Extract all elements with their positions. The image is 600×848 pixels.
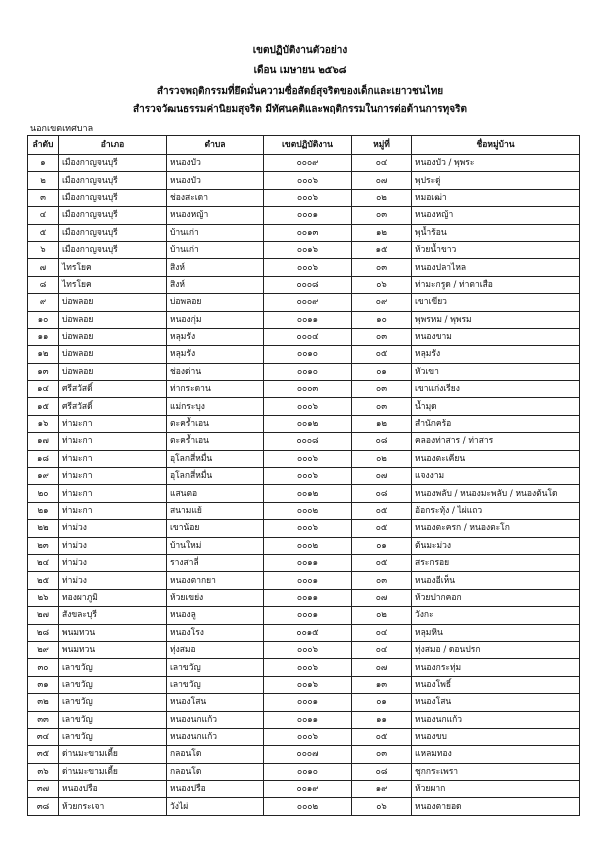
village-name-cell: อ้อกระทุ้ง / ไผ่แถว [412,502,580,519]
district-cell: เมืองกาญจนบุรี [59,207,167,224]
area-code-cell: ๐๐๐๖ [264,189,352,206]
moo-cell: ๐๒ [352,450,412,467]
order-cell: ๒ [28,172,59,189]
table-row [28,276,580,293]
moo-cell: ๐๗ [352,659,412,676]
subdistrict-cell: หนองโรง [167,624,264,641]
moo-cell: ๐๘ [352,485,412,502]
village-name-cell: หนองบัว / พุพระ [412,155,580,172]
village-name-cell: หนองปลาไหล [412,259,580,276]
area-code-cell: ๐๐๐๖ [264,172,352,189]
table-row [28,781,580,798]
moo-cell: ๑๐ [352,311,412,328]
district-cell: ท่าม่วง [59,554,167,571]
subdistrict-cell: อุโลกสี่หมื่น [167,468,264,485]
order-cell: ๑๕ [28,398,59,415]
moo-cell: ๐๓ [352,259,412,276]
moo-cell: ๐๓ [352,381,412,398]
area-code-cell: ๐๐๐๘ [264,433,352,450]
order-cell: ๒๔ [28,554,59,571]
village-name-cell: พุประดู่ [412,172,580,189]
village-name-cell: หนองโพธิ์ [412,676,580,693]
moo-cell: ๐๓ [352,746,412,763]
village-name-cell: วังกะ [412,607,580,624]
village-name-cell: ต้นมะม่วง [412,537,580,554]
order-cell: ๓๘ [28,798,59,815]
subdistrict-cell: หนองโสน [167,694,264,711]
village-name-cell: ชุกกระเพรา [412,763,580,780]
area-code-cell: ๐๐๐๒ [264,537,352,554]
moo-cell: ๑๓ [352,676,412,693]
moo-cell: ๐๕ [352,502,412,519]
table-row [28,468,580,485]
order-cell: ๒๙ [28,641,59,658]
subdistrict-cell: บ้านเก่า [167,224,264,241]
subdistrict-cell: หนองลู [167,607,264,624]
subdistrict-cell: อุโลกสี่หมื่น [167,450,264,467]
subdistrict-cell: หนองกุ่ม [167,311,264,328]
district-cell: หนองปรือ [59,781,167,798]
moo-cell: ๐๓ [352,572,412,589]
district-cell: ท่าม่วง [59,537,167,554]
table-body [28,155,580,816]
district-cell: ท่าม่วง [59,520,167,537]
district-cell: ท่ามะกา [59,485,167,502]
order-cell: ๑ [28,155,59,172]
order-cell: ๑๙ [28,468,59,485]
table-row [28,328,580,345]
order-cell: ๙ [28,294,59,311]
area-code-cell: ๐๐๑๒ [264,415,352,432]
moo-cell: ๐๔ [352,624,412,641]
moo-cell: ๐๑ [352,363,412,380]
table-row [28,172,580,189]
order-cell: ๓๗ [28,781,59,798]
area-code-cell: ๐๐๐๗ [264,746,352,763]
village-name-cell: หนองตะครก / หนองตะโก [412,520,580,537]
order-cell: ๓๒ [28,694,59,711]
table-row [28,520,580,537]
order-cell: ๑๒ [28,346,59,363]
moo-cell: ๑๕ [352,241,412,258]
table-row [28,624,580,641]
district-cell: ห้วยกระเจา [59,798,167,815]
table-row [28,381,580,398]
area-code-cell: ๐๐๐๖ [264,659,352,676]
subdistrict-cell: บ่อพลอย [167,294,264,311]
table-row [28,746,580,763]
order-cell: ๑๐ [28,311,59,328]
district-cell: พนมทวน [59,624,167,641]
area-code-cell: ๐๐๑๓ [264,224,352,241]
order-cell: ๒๘ [28,624,59,641]
order-cell: ๓๓ [28,711,59,728]
area-code-cell: ๐๐๐๓ [264,381,352,398]
moo-cell: ๐๕ [352,554,412,571]
village-name-cell: ห้วยผาก [412,781,580,798]
order-cell: ๒๒ [28,520,59,537]
village-name-cell: สำนักคร้อ [412,415,580,432]
district-cell: ท่าม่วง [59,572,167,589]
district-cell: เลาขวัญ [59,728,167,745]
area-code-cell: ๐๐๑๕ [264,624,352,641]
village-name-cell: หนองตะเคียน [412,450,580,467]
subdistrict-cell: สนามแย้ [167,502,264,519]
table-row [28,363,580,380]
subdistrict-cell: แม่กระบุง [167,398,264,415]
subdistrict-cell: บ้านใหม่ [167,537,264,554]
moo-cell: ๐๘ [352,763,412,780]
moo-cell: ๐๖ [352,276,412,293]
table-row [28,346,580,363]
table-row [28,398,580,415]
table-row [28,450,580,467]
area-code-cell: ๐๐๐๖ [264,259,352,276]
order-cell: ๑๖ [28,415,59,432]
section-label: นอกเขตเทศบาล [30,124,94,134]
subdistrict-cell: ห้วยเขย่ง [167,589,264,606]
area-code-cell: ๐๐๑๑ [264,589,352,606]
moo-cell: ๐๗ [352,172,412,189]
order-cell: ๗ [28,259,59,276]
table-row [28,241,580,258]
subdistrict-cell: หนองบัว [167,172,264,189]
subdistrict-cell: ช่องสะเดา [167,189,264,206]
district-cell: สังขละบุรี [59,607,167,624]
area-code-cell: ๐๐๑๐ [264,363,352,380]
order-cell: ๓๖ [28,763,59,780]
district-cell: ด่านมะขามเตี้ย [59,746,167,763]
table-row [28,694,580,711]
order-cell: ๖ [28,241,59,258]
document-month: เดือน เมษายน ๒๕๖๘ [253,65,347,76]
order-cell: ๕ [28,224,59,241]
subdistrict-cell: รางสาลี่ [167,554,264,571]
order-cell: ๒๐ [28,485,59,502]
subdistrict-cell: หนองหญ้า [167,207,264,224]
moo-cell: ๐๑ [352,537,412,554]
moo-cell: ๐๕ [352,346,412,363]
subdistrict-cell: ท่ากระดาน [167,381,264,398]
table-row [28,537,580,554]
table-row [28,641,580,658]
village-name-cell: ท่ามะกรูด / ท่าตาเสือ [412,276,580,293]
village-name-cell: หนองโสน [412,694,580,711]
district-cell: เลาขวัญ [59,659,167,676]
subdistrict-cell: ตะคร้ำเอน [167,433,264,450]
district-cell: ท่ามะกา [59,502,167,519]
area-code-cell: ๐๐๐๒ [264,502,352,519]
table-row [28,207,580,224]
table-row [28,728,580,745]
column-header-order: ลำดับ [28,136,59,155]
enumeration-area-table [27,135,580,816]
area-code-cell: ๐๐๐๙ [264,294,352,311]
table-row [28,589,580,606]
moo-cell: ๐๔ [352,155,412,172]
moo-cell: ๐๕ [352,728,412,745]
village-name-cell: แจงงาม [412,468,580,485]
subdistrict-cell: กลอนโด [167,746,264,763]
village-name-cell: หนองนกแก้ว [412,711,580,728]
moo-cell: ๐๒ [352,607,412,624]
district-cell: บ่อพลอย [59,294,167,311]
column-header-village: ชื่อหมู่บ้าน [412,136,580,155]
order-cell: ๓๔ [28,728,59,745]
subdistrict-cell: แสนตอ [167,485,264,502]
moo-cell: ๐๕ [352,520,412,537]
district-cell: บ่อพลอย [59,328,167,345]
district-cell: เมืองกาญจนบุรี [59,241,167,258]
table-row [28,224,580,241]
village-name-cell: หนองตายอด [412,798,580,815]
column-header-area: เขตปฏิบัติงาน [264,136,352,155]
subdistrict-cell: ช่องด่าน [167,363,264,380]
area-code-cell: ๐๐๐๑ [264,607,352,624]
area-code-cell: ๐๐๐๖ [264,728,352,745]
district-cell: เมืองกาญจนบุรี [59,224,167,241]
village-name-cell: พุน้ำร้อน [412,224,580,241]
table-row [28,311,580,328]
district-cell: เลาขวัญ [59,694,167,711]
district-cell: ศรีสวัสดิ์ [59,398,167,415]
survey-title: สำรวจพฤติกรรมที่ยึดมั่นความซื่อสัตย์สุจริตของเด็กและเยาวชนไทย [156,86,444,97]
area-code-cell: ๐๐๑๑ [264,554,352,571]
table-row [28,155,580,172]
subdistrict-cell: หนองบัว [167,155,264,172]
moo-cell: ๐๔ [352,641,412,658]
subdistrict-cell: หลุมรัง [167,346,264,363]
table-header-row [28,136,580,155]
subdistrict-cell: เขาน้อย [167,520,264,537]
subdistrict-cell: หลุมรัง [167,328,264,345]
order-cell: ๒๗ [28,607,59,624]
table-row [28,433,580,450]
district-cell: ท่ามะกา [59,450,167,467]
subdistrict-cell: เลาขวัญ [167,676,264,693]
subdistrict-cell: สิงห์ [167,276,264,293]
column-header-moo: หมู่ที่ [352,136,412,155]
village-name-cell: น้ำมุด [412,398,580,415]
area-code-cell: ๐๐๑๙ [264,781,352,798]
moo-cell: ๑๑ [352,711,412,728]
table-row [28,607,580,624]
table-row [28,554,580,571]
subdistrict-cell: เลาขวัญ [167,659,264,676]
order-cell: ๘ [28,276,59,293]
district-cell: บ่อพลอย [59,363,167,380]
district-cell: เลาขวัญ [59,676,167,693]
order-cell: ๑๔ [28,381,59,398]
district-cell: เมืองกาญจนบุรี [59,155,167,172]
area-code-cell: ๐๐๑๐ [264,763,352,780]
order-cell: ๔ [28,207,59,224]
subdistrict-cell: หนองนกแก้ว [167,728,264,745]
order-cell: ๓๐ [28,659,59,676]
moo-cell: ๐๗ [352,468,412,485]
village-name-cell: หนองหญ้า [412,207,580,224]
moo-cell: ๐๓ [352,398,412,415]
village-name-cell: หนองอีเห็น [412,572,580,589]
village-name-cell: ห้วยน้ำขาว [412,241,580,258]
district-cell: ทองผาภูมิ [59,589,167,606]
table-row [28,572,580,589]
moo-cell: ๐๖ [352,798,412,815]
area-code-cell: ๐๐๐๖ [264,468,352,485]
moo-cell: ๐๗ [352,589,412,606]
table-row [28,798,580,815]
village-name-cell: ทุ่งสมอ / ดอนปรก [412,641,580,658]
village-name-cell: หนองขาม [412,328,580,345]
table-row [28,189,580,206]
table-row [28,659,580,676]
order-cell: ๓ [28,189,59,206]
moo-cell: ๐๓ [352,207,412,224]
district-cell: บ่อพลอย [59,346,167,363]
district-cell: เมืองกาญจนบุรี [59,189,167,206]
district-cell: บ่อพลอย [59,311,167,328]
area-code-cell: ๐๐๐๔ [264,328,352,345]
document-title: เขตปฏิบัติงานตัวอย่าง [252,45,348,56]
district-cell: ไทรโยค [59,259,167,276]
area-code-cell: ๐๐๑๖ [264,676,352,693]
village-name-cell: เขาเขียว [412,294,580,311]
area-code-cell: ๐๐๐๖ [264,398,352,415]
area-code-cell: ๐๐๐๘ [264,276,352,293]
village-name-cell: หลุมรัง [412,346,580,363]
area-code-cell: ๐๐๑๑ [264,711,352,728]
subdistrict-cell: หนองตากยา [167,572,264,589]
area-code-cell: ๐๐๐๙ [264,155,352,172]
area-code-cell: ๐๐๐๖ [264,520,352,537]
village-name-cell: พุพรหม / พุพรม [412,311,580,328]
order-cell: ๒๑ [28,502,59,519]
district-cell: ท่ามะกา [59,468,167,485]
order-cell: ๒๖ [28,589,59,606]
district-cell: ท่ามะกา [59,415,167,432]
village-name-cell: เขาแก่งเรียง [412,381,580,398]
table-row [28,676,580,693]
moo-cell: ๑๙ [352,781,412,798]
subdistrict-cell: หนองปรือ [167,781,264,798]
village-name-cell: หัวเขา [412,363,580,380]
table-row [28,502,580,519]
order-cell: ๒๓ [28,537,59,554]
village-name-cell: หมอเฒ่า [412,189,580,206]
table-row [28,259,580,276]
moo-cell: ๐๒ [352,189,412,206]
order-cell: ๒๕ [28,572,59,589]
order-cell: ๑๑ [28,328,59,345]
district-cell: ไทรโยค [59,276,167,293]
table-row [28,711,580,728]
subdistrict-cell: บ้านเก่า [167,241,264,258]
district-cell: เมืองกาญจนบุรี [59,172,167,189]
village-name-cell: คลองท่าสาร / ท่าสาร [412,433,580,450]
area-code-cell: ๐๐๐๖ [264,641,352,658]
moo-cell: ๑๒ [352,415,412,432]
table-row [28,294,580,311]
district-cell: เลาขวัญ [59,711,167,728]
survey-subtitle: สำรวจวัฒนธรรมค่านิยมสุจริต มีทัศนคติและพฤติกรรมในการต่อต้านการทุจริต [133,104,467,115]
area-code-cell: ๐๐๑๐ [264,346,352,363]
district-cell: พนมทวน [59,641,167,658]
area-code-cell: ๐๐๑๑ [264,311,352,328]
village-name-cell: หนองขบ [412,728,580,745]
village-name-cell: แหลมทอง [412,746,580,763]
area-code-cell: ๐๐๐๑ [264,572,352,589]
order-cell: ๓๑ [28,676,59,693]
order-cell: ๑๗ [28,433,59,450]
column-header-district: อำเภอ [59,136,167,155]
village-name-cell: หลุมหิน [412,624,580,641]
district-cell: ศรีสวัสดิ์ [59,381,167,398]
village-name-cell: สระกรอย [412,554,580,571]
district-cell: ท่ามะกา [59,433,167,450]
order-cell: ๑๓ [28,363,59,380]
village-name-cell: หนองกระทุ่ม [412,659,580,676]
subdistrict-cell: สิงห์ [167,259,264,276]
subdistrict-cell: หนองนกแก้ว [167,711,264,728]
moo-cell: ๐๓ [352,328,412,345]
area-code-cell: ๐๐๐๑ [264,207,352,224]
village-name-cell: หนองพลับ / หนองมะพลับ / หนองต้นโด [412,485,580,502]
moo-cell: ๑๒ [352,224,412,241]
village-name-cell: ห้วยปากคอก [412,589,580,606]
table-row [28,415,580,432]
area-code-cell: ๐๐๐๑ [264,694,352,711]
order-cell: ๑๘ [28,450,59,467]
table-row [28,763,580,780]
subdistrict-cell: ทุ่งสมอ [167,641,264,658]
moo-cell: ๐๘ [352,433,412,450]
moo-cell: ๐๙ [352,294,412,311]
subdistrict-cell: กลอนโด [167,763,264,780]
area-code-cell: ๐๐๑๒ [264,485,352,502]
area-code-cell: ๐๐๑๖ [264,241,352,258]
column-header-subdistrict: ตำบล [167,136,264,155]
table-row [28,485,580,502]
area-code-cell: ๐๐๐๖ [264,450,352,467]
subdistrict-cell: ตะคร้ำเอน [167,415,264,432]
subdistrict-cell: วังไผ่ [167,798,264,815]
order-cell: ๓๕ [28,746,59,763]
area-code-cell: ๐๐๐๒ [264,798,352,815]
district-cell: ด่านมะขามเตี้ย [59,763,167,780]
moo-cell: ๐๑ [352,694,412,711]
